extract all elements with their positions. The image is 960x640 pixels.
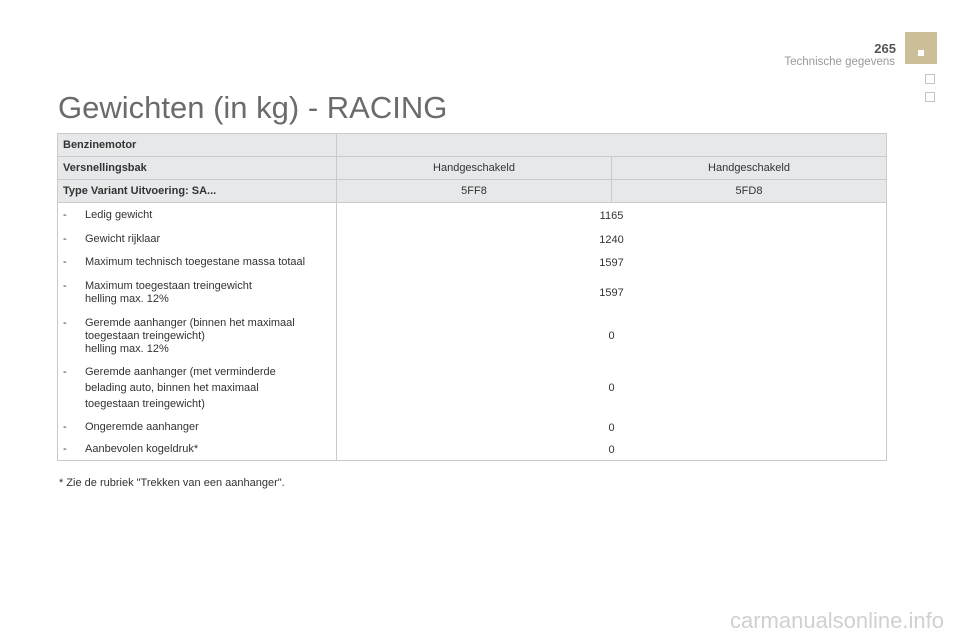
row-label-line: toegestaan treingewicht): [85, 329, 205, 342]
row-value: 1240: [337, 228, 887, 251]
row-value: 1165: [337, 203, 887, 229]
row-label-line: helling max. 12%: [85, 293, 169, 305]
list-dash: -: [63, 280, 67, 292]
list-dash: -: [63, 256, 67, 268]
list-dash: -: [63, 233, 67, 245]
gearbox-label: Versnellingsbak: [58, 157, 337, 180]
row-label: Ledig gewicht: [85, 209, 153, 221]
row-label-line: Geremde aanhanger (met verminderde: [85, 366, 276, 378]
table-header-row: [58, 157, 887, 180]
type-value-2: 5FD8: [612, 180, 887, 203]
gearbox-value-2: Handgeschakeld: [612, 157, 887, 180]
type-label: Type Variant Uitvoering: SA...: [58, 180, 337, 203]
weights-table: [57, 133, 887, 461]
row-label-line: Maximum toegestaan treingewicht: [85, 280, 252, 292]
list-dash: -: [63, 366, 67, 378]
row-label-line: helling max. 12%: [85, 342, 169, 355]
page-number: 265: [874, 41, 896, 56]
engine-value-cell: [337, 134, 887, 157]
footnote: * Zie de rubriek "Trekken van een aanhanger".: [59, 477, 285, 489]
table-row: [58, 439, 887, 461]
row-value: 0: [337, 439, 887, 461]
watermark: carmanualsonline.info: [729, 608, 944, 633]
table-row: [58, 274, 887, 312]
table-row: [58, 416, 887, 439]
row-label-line: belading auto, binnen het maximaal: [85, 382, 259, 394]
table-header-row: [58, 180, 887, 203]
row-label: Ongeremde aanhanger: [85, 421, 199, 433]
table-row: [58, 228, 887, 251]
table-row: [58, 312, 887, 360]
engine-label: Benzinemotor: [58, 134, 337, 157]
square-icon: [918, 50, 924, 56]
type-value-1: 5FF8: [337, 180, 612, 203]
list-dash: -: [63, 421, 67, 433]
table-row: [58, 360, 887, 416]
table-row: [58, 203, 887, 229]
nav-box-icon[interactable]: [925, 92, 935, 102]
list-dash: -: [63, 209, 67, 221]
list-dash: -: [63, 443, 67, 455]
row-value: 0: [337, 416, 887, 439]
nav-box-icon[interactable]: [925, 74, 935, 84]
row-value: 1597: [337, 251, 887, 274]
list-dash: -: [63, 316, 67, 329]
section-tab-marker[interactable]: [905, 32, 937, 64]
row-label-line: Geremde aanhanger (binnen het maximaal: [85, 316, 295, 329]
section-name: Technische gegevens: [784, 56, 895, 68]
row-value: 0: [337, 360, 887, 416]
table-header-row: [58, 134, 887, 157]
table-row: [58, 251, 887, 274]
gearbox-value-1: Handgeschakeld: [337, 157, 612, 180]
page-title: Gewichten (in kg) - RACING: [58, 90, 448, 125]
row-label: Maximum technisch toegestane massa totaal: [85, 256, 306, 268]
row-label-line: toegestaan treingewicht): [85, 398, 205, 410]
row-label: Aanbevolen kogeldruk*: [85, 443, 199, 455]
row-value: 0: [337, 312, 887, 360]
row-value: 1597: [337, 274, 887, 312]
row-label: Gewicht rijklaar: [85, 233, 161, 245]
